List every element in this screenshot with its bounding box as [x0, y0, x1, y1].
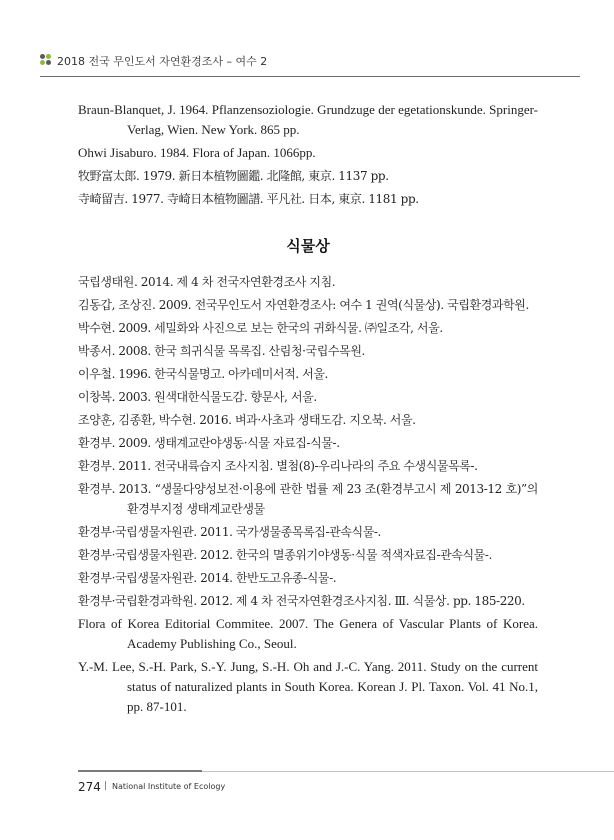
footer-organization: National Institute of Ecology [112, 782, 226, 791]
footer-rule-light [202, 771, 614, 772]
header-title: 2018 전국 무인도서 자연환경조사 – 여수 2 [57, 55, 268, 68]
reference-item: Braun-Blanquet, J. 1964. Pflanzensoziologie. Grundzuge der egetationskunde. Springer-Verlag, Wien. New York. 865 pp. [78, 102, 538, 137]
footer-separator: | [104, 781, 108, 791]
reference-item: 조양훈, 김종환, 박수현. 2016. 벼과·사초과 생태도감. 지오북. 서울. [78, 413, 416, 427]
reference-item: 환경부. 2009. 생태계교란야생동·식물 자료집-식물-. [78, 436, 340, 450]
reference-item: 환경부. 2011. 전국내륙습지 조사지침. 별첨(8)-우리나라의 주요 수생식물목록-. [78, 459, 478, 473]
reference-item: 환경부·국립생물자원관. 2014. 한반도고유종-식물-. [78, 571, 337, 585]
reference-item: 국립생태원. 2014. 제 4 차 전국자연환경조사 지침. [78, 275, 336, 289]
page-footer [78, 770, 614, 800]
reference-item: 환경부·국립환경과학원. 2012. 제 4 차 전국자연환경조사지침. Ⅲ. 식물상. pp. 185-220. [78, 594, 525, 608]
reference-item: Y.-M. Lee, S.-H. Park, S.-Y. Jung, S.-H. Oh and J.-C. Yang. 2011. Study on the current status of naturalized plants in South Korea. Korean J. Pl. Taxon. Vol. 41 No.1, pp. 87-101. [78, 659, 538, 714]
reference-item: 환경부. 2013. “생물다양성보전·이용에 관한 법률 제 23 조(환경부고시 제 2013-12 호)”의 환경부지정 생태계교란생물 [78, 482, 538, 516]
running-header [40, 46, 580, 77]
reference-item: 환경부·국립생물자원관. 2012. 한국의 멸종위기야생동·식물 적색자료집-관속식물-. [78, 548, 492, 562]
reference-item: 이창복. 2003. 원색대한식물도감. 향문사, 서울. [78, 390, 317, 404]
reference-item: 牧野富太郎. 1979. 新日本植物圖鑑. 北隆館, 東京. 1137 pp. [78, 169, 389, 183]
header-dots-icon [40, 54, 52, 66]
reference-item: 박종서. 2008. 한국 희귀식물 목록집. 산림청·국립수목원. [78, 344, 365, 358]
reference-item: 김동갑, 조상진. 2009. 전국무인도서 자연환경조사: 여수 1 권역(식물상). 국립환경과학원. [78, 298, 529, 312]
reference-item: 박수현. 2009. 세밀화와 사진으로 보는 한국의 귀화식물. ㈜일조각, 서울. [78, 321, 443, 335]
reference-item: Flora of Korea Editorial Commitee. 2007. The Genera of Vascular Plants of Korea. Academy Publishing Co., Seoul. [78, 616, 538, 651]
footer-rule-dark [78, 770, 202, 772]
reference-item: 寺崎留吉. 1977. 寺崎日本植物圖譜. 平凡社. 日本, 東京. 1181 pp. [78, 192, 419, 206]
page-number: 274 [78, 780, 101, 794]
references-body [78, 100, 538, 720]
section-title: 식물상 [286, 237, 330, 255]
reference-item: 이우철. 1996. 한국식물명고. 아카데미서적. 서울. [78, 367, 328, 381]
reference-item: Ohwi Jisaburo. 1984. Flora of Japan. 1066pp. [78, 145, 316, 160]
reference-item: 환경부·국립생물자원관. 2011. 국가생물종목록집-관속식물-. [78, 525, 381, 539]
